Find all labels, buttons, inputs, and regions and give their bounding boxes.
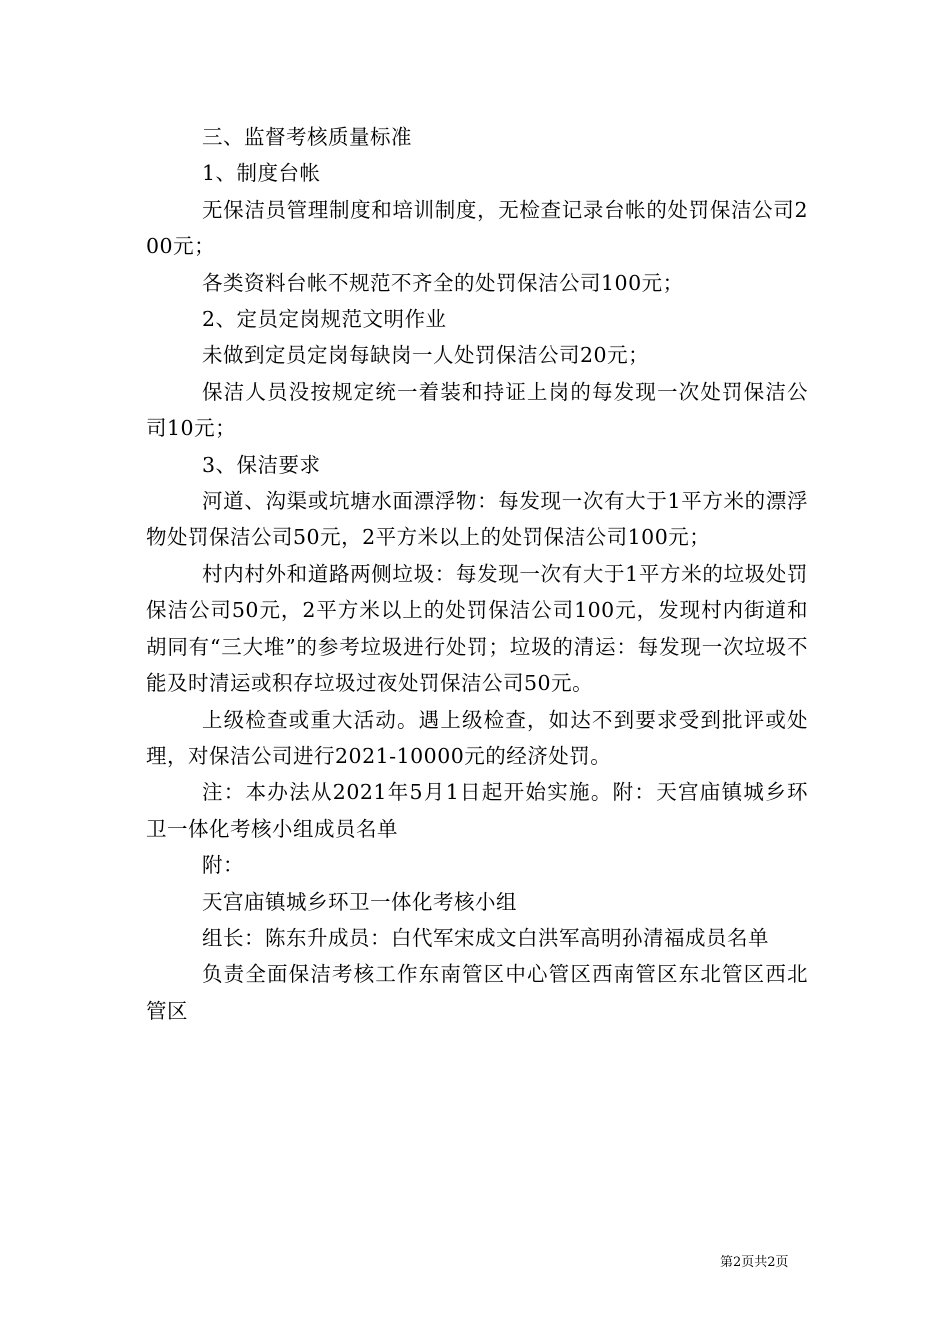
subheading-system-ledger: 1、制度台帐	[202, 161, 321, 186]
page-indicator: 第2页共2页	[720, 1255, 789, 1270]
subheading-staffing-standards: 2、定员定岗规范文明作业	[202, 307, 447, 332]
responsibility-list: 负责全面保洁考核工作东南管区中心管区西南管区东北管区西北管区	[146, 962, 808, 1023]
paragraph: 村内村外和道路两侧垃圾：每发现一次有大于1平方米的垃圾处罚保洁公司50元，2平方米以上的处罚保洁公司100元，发现村内街道和胡同有“三大堆”的参考垃圾进行处罚；垃圾的清运：每发现一次垃圾不能及时清运或积存垃圾过夜处罚保洁公司50元。	[146, 561, 808, 696]
paragraph: 河道、沟渠或坑塘水面漂浮物：每发现一次有大于1平方米的漂浮物处罚保洁公司50元，2平方米以上的处罚保洁公司100元；	[146, 489, 808, 550]
subheading-cleaning-requirements: 3、保洁要求	[202, 452, 321, 477]
paragraph: 保洁人员没按规定统一着装和持证上岗的每发现一次处罚保洁公司10元；	[146, 379, 808, 441]
section-heading-supervision-standards: 三、监督考核质量标准	[202, 125, 412, 149]
appendix-title: 天宫庙镇城乡环卫一体化考核小组	[202, 889, 517, 914]
paragraph: 未做到定员定岗每缺岗一人处罚保洁公司20元；	[202, 343, 650, 368]
paragraph: 无保洁员管理制度和培训制度，无检查记录台帐的处罚保洁公司200元；	[146, 197, 808, 259]
note-paragraph: 注：本办法从2021年5月1日起开始实施。附：天宫庙镇城乡环卫一体化考核小组成员名单	[146, 780, 808, 841]
paragraph: 各类资料台帐不规范不齐全的处罚保洁公司100元；	[202, 270, 684, 295]
appendix-label: 附：	[202, 853, 244, 878]
paragraph: 上级检查或重大活动。遇上级检查，如达不到要求受到批评或处理，对保洁公司进行2021-10000元的经济处罚。	[146, 707, 808, 768]
member-list: 组长：陈东升成员：白代军宋成文白洪军高明孙清福成员名单	[202, 925, 769, 950]
document-body	[146, 119, 808, 1029]
